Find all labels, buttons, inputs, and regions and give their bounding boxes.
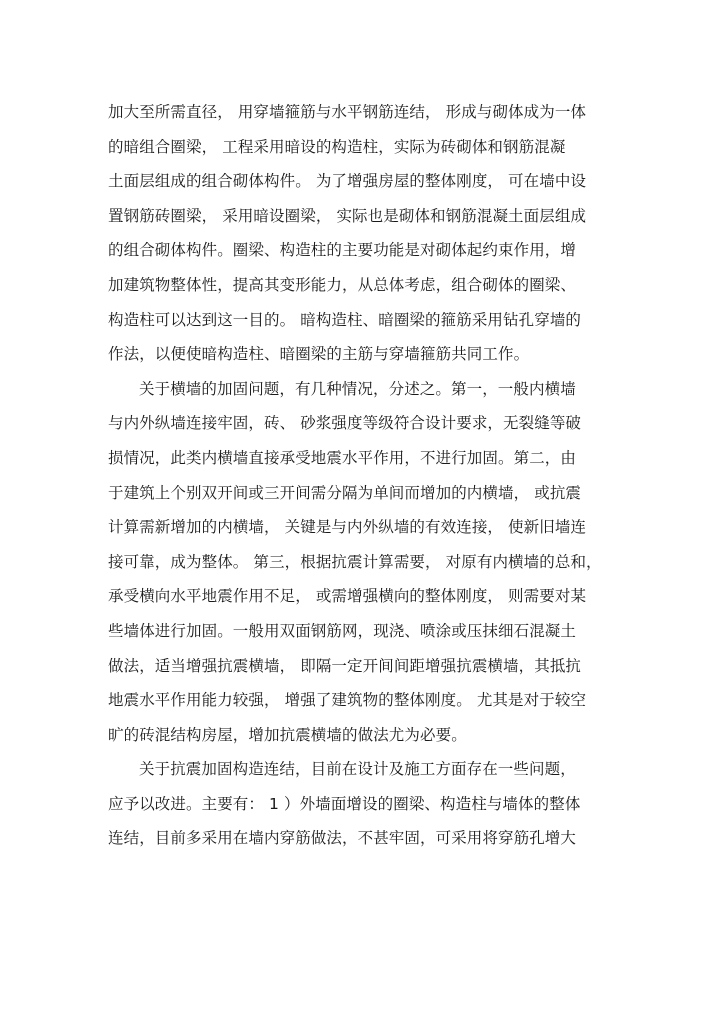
paragraph-start-line: 关于抗震加固构造连结，目前在设计及施工方面存在一些问题， [139, 760, 576, 779]
text-line: 接可靠，成为整体。 第三，根据抗震计算需要， 对原有内横墙的总和， [108, 552, 602, 571]
text-line: 构造柱可以达到这一目的。 暗构造柱、暗圈梁的箍筋采用钻孔穿墙的 [108, 310, 582, 329]
text-line: 旷的砖混结构房屋，增加抗震横墙的做法尤为必要。 [108, 725, 467, 744]
body-text [108, 95, 608, 856]
text-line: 些墙体进行加固。一般用双面钢筋网，现浇、喷涂或压抹细石混凝土 [108, 621, 577, 640]
text-line: 置钢筋砖圈梁， 采用暗设圈梁， 实际也是砌体和钢筋混凝土面层组成 [108, 206, 587, 225]
text-line: 做法，适当增强抗震横墙， 即隔一定开间间距增强抗震横墙，其抵抗 [108, 656, 582, 675]
text-line: 应予以改进。主要有： 1 ）外墙面增设的圈梁、构造柱与墙体的整体 [108, 794, 581, 813]
text-line: 损情况，此类内横墙直接承受地震水平作用，不进行加固。第二，由 [108, 448, 577, 467]
text-line: 地震水平作用能力较强， 增强了建筑物的整体刚度。 尤其是对于较空 [108, 691, 587, 710]
text-line: 于建筑上个别双开间或三开间需分隔为单间而增加的内横墙， 或抗震 [108, 483, 582, 502]
text-line: 作法，以便使暗构造柱、暗圈梁的主筋与穿墙箍筋共同工作。 [108, 345, 530, 364]
text-line: 承受横向水平地震作用不足， 或需增强横向的整体刚度， 则需要对某 [108, 587, 587, 606]
text-line: 加大至所需直径， 用穿墙箍筋与水平钢筋连结， 形成与砌体成为一体 [108, 103, 587, 121]
text-line: 加建筑物整体性，提高其变形能力，从总体考虑，组合砌体的圈梁、 [108, 275, 577, 294]
text-line: 土面层组成的组合砌体构件。 为了增强房屋的整体刚度， 可在墙中设 [108, 172, 587, 191]
text-line: 与内外纵墙连接牢固，砖、 砂浆强度等级符合设计要求，无裂缝等破 [108, 414, 582, 433]
text-line: 的组合砌体构件。圈梁、构造柱的主要功能是对砌体起约束作用，增 [108, 241, 577, 260]
text-line: 连结，目前多采用在墙内穿筋做法，不甚牢固，可采用将穿筋孔增大 [108, 829, 577, 848]
text-line: 的暗组合圈梁， 工程采用暗设的构造柱，实际为砖砌体和钢筋混凝 [108, 137, 566, 156]
paragraph-start-line: 关于横墙的加固问题，有几种情况，分述之。第一，一般内横墙 [139, 379, 576, 398]
text-line: 计算需新增加的内横墙， 关键是与内外纵墙的有效连接， 使新旧墙连 [108, 518, 587, 537]
